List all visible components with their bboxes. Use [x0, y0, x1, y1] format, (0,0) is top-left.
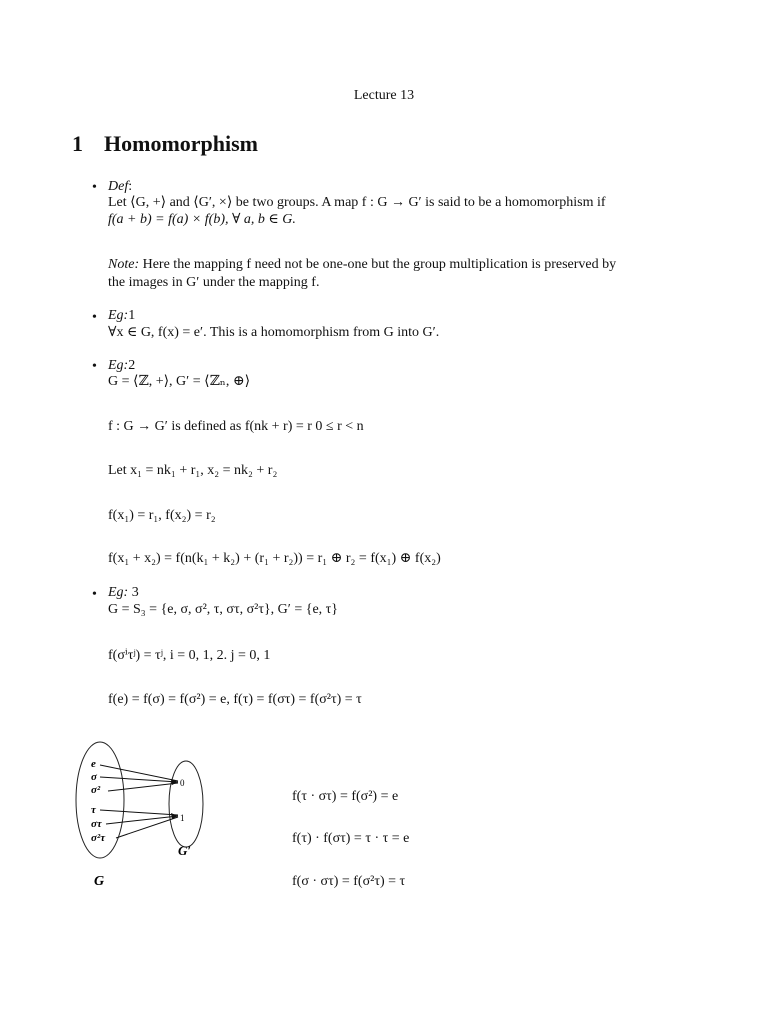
domain-label: G	[94, 874, 105, 889]
codomain-set-ellipse	[169, 761, 203, 847]
section-heading	[72, 131, 258, 157]
element-sigma-squared-tau: σ²τ	[91, 832, 106, 844]
eg3-line3: f(e) = f(σ) = f(σ²) = e, f(τ) = f(στ) = f(σ²τ) = τ	[108, 692, 362, 707]
note-text-1: Here the mapping f need not be one-one but the group multiplication is preserved by	[139, 257, 617, 272]
def-line1: Let ⟨G, +⟩ and ⟨G′, ×⟩ be two groups. A map f : G → G′ is said to be a homomorphism if	[108, 195, 606, 210]
mapping-diagram	[70, 735, 240, 895]
note-label: Note:	[108, 257, 140, 272]
element-zero: 0	[180, 778, 185, 788]
codomain-label: G′	[178, 843, 192, 858]
note-line2: the images in G′ under the mapping f.	[108, 275, 320, 290]
bullet-def: •	[92, 180, 97, 195]
bullet-eg1: •	[92, 310, 97, 325]
mapping-arrows	[100, 765, 178, 838]
eg3-eq3: f(σ · στ) = f(σ²τ) = τ	[292, 874, 406, 889]
eg1-line1: ∀x ∈ G, f(x) = e′. This is a homomorphism from G into G′.	[108, 325, 440, 340]
eg2-label: Eg:	[108, 358, 129, 373]
arrow-heads	[171, 779, 178, 819]
element-sigma-squared: σ²	[91, 784, 101, 796]
element-e: e	[91, 758, 96, 770]
eg3-num: 3	[128, 585, 139, 600]
eg2-line2: f : G → G′ is defined as f(nk + r) = r 0 ≤ r < n	[108, 419, 364, 434]
element-tau: τ	[91, 804, 96, 816]
eg2-line1: G = ⟨ℤ, +⟩, G′ = ⟨ℤₙ, ⊕⟩	[108, 374, 251, 389]
eg2-line3: Let x₁ = nk₁ + r₁, x₂ = nk₂ + r₂	[108, 463, 278, 478]
eg3-line2: f(σⁱτʲ) = τʲ, i = 0, 1, 2. j = 0, 1	[108, 648, 271, 663]
eg3-line1: G = S₃ = {e, σ, σ², τ, στ, σ²τ}, G′ = {e, τ}	[108, 602, 339, 617]
section-title: Homomorphism	[104, 131, 258, 156]
eg3-label: Eg:	[108, 585, 129, 600]
eg3-eq2: f(τ) · f(στ) = τ · τ = e	[292, 831, 410, 846]
eg2-line5: f(x₁ + x₂) = f(n(k₁ + k₂) + (r₁ + r₂)) = r₁ ⊕ r₂ = f(x₁) ⊕ f(x₂)	[108, 551, 441, 566]
lecture-header: Lecture 13	[353, 88, 415, 103]
eg1-num: 1	[128, 308, 136, 323]
element-sigma: σ	[91, 771, 97, 783]
eg2-num: 2	[128, 358, 136, 373]
section-number: 1	[72, 131, 83, 156]
eg3-eq1: f(τ · στ) = f(σ²) = e	[292, 789, 399, 804]
element-one: 1	[180, 813, 185, 823]
eg2-line4: f(x₁) = r₁, f(x₂) = r₂	[108, 508, 216, 523]
bullet-eg2: •	[92, 359, 97, 374]
eg1-label: Eg:	[108, 308, 129, 323]
def-label: Def	[108, 179, 129, 194]
def-line2: f(a + b) = f(a) × f(b), ∀ a, b ∈ G.	[108, 212, 296, 227]
note-line1	[108, 255, 616, 275]
bullet-eg3: •	[92, 587, 97, 602]
element-sigma-tau: στ	[91, 818, 102, 830]
def-colon: :	[128, 179, 133, 194]
